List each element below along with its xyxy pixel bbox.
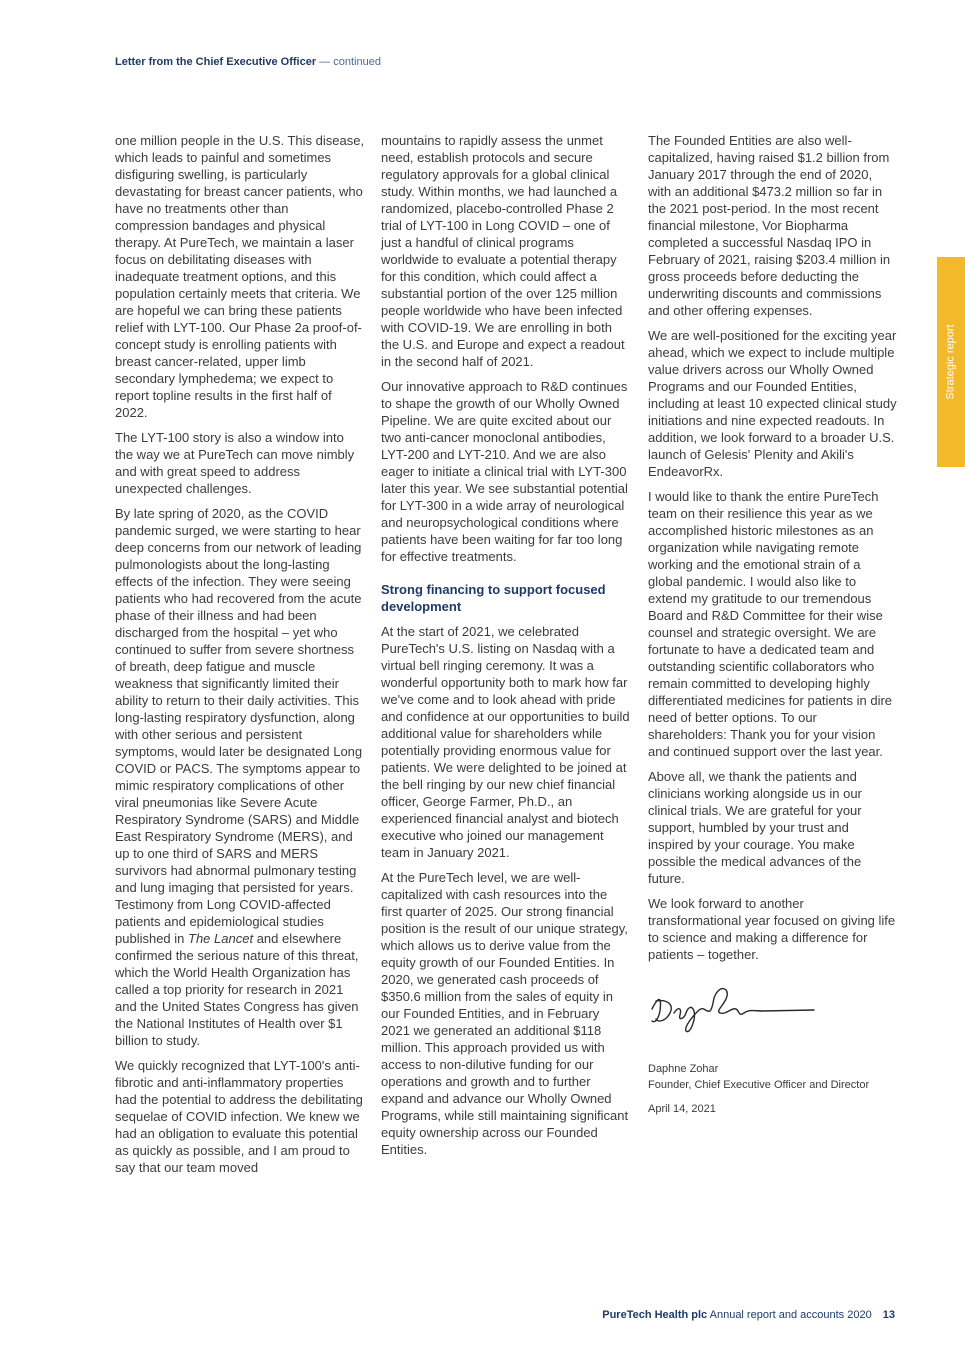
text-column-3 [648,132,898,1117]
footer-company: PureTech Health plc [602,1309,708,1321]
signer-name: Daphne Zohar [648,1063,719,1075]
paragraph: We look forward to another transformational year focused on giving life to science and making a difference for patients – together. [648,896,896,962]
paragraph: At the PureTech level, we are well-capitalized with cash resources into the first quarter of 2025. Our strong financial position is the result of our unique strategy, which allows us to derive value from the equity growth of our Founded Entities. In 2020, we generated cash proceeds of $350.6 million from the sales of equity in our Founded Entities, and in February 2021 we generated an additional $118 million. This approach provided us with access to non-dilutive funding for our operations and growth and to further expand and advance our Wholly Owned Programs, while still maintaining significant equity ownership across our Founded Entities. [381,870,629,1157]
paragraph: We quickly recognized that LYT-100's anti-fibrotic and anti-inflammatory properties had the potential to address the debilitating sequelae of COVID infection. We knew we had an obligation to evaluate this potential as quickly as possible, and I am proud to say that our team moved [115,1058,363,1175]
paragraph [115,505,365,1049]
paragraph: The LYT-100 story is also a window into the way we at PureTech can move nimbly and with great speed to address unexpected challenges. [115,430,355,496]
page-number: 13 [882,1309,895,1321]
paragraph: I would like to thank the entire PureTech team on their resilience this year as we accomplished historic milestones as an organization while navigating remote working and the emotional strain of a global pandemic. I would also like to extend my gratitude to our tremendous Board and R&D Committee for their wise counsel and strategic oversight. We are fortunate to have a dedicated team and outstanding scientific collaborators who remain committed to developing highly differentiated medicines for patients in dire need of better options. To our shareholders: Thank you for your vision and continued support over the last year. [648,489,893,759]
signature-block [648,1061,898,1117]
letter-date: April 14, 2021 [648,1103,716,1115]
section-tab-label: Strategic report [945,324,958,400]
signature-image [648,977,898,1041]
paragraph: one million people in the U.S. This disease, which leads to painful and sometimes disfiguring swelling, is particularly devastating for breast cancer patients, who have no treatments other than compression bandages and physical therapy. At PureTech, we maintain a laser focus on debilitating diseases with inadequate treatment options, and this population certainly meets that criteria. We are hopeful we can bring these patients relief with LYT-100. Our Phase 2a proof-of-concept study is enrolling patients with breast cancer-related, upper limb secondary lymphedema; we expect to report topline results in the first half of 2022. [115,133,365,420]
paragraph: mountains to rapidly assess the unmet need, establish protocols and secure regulatory approvals for a global clinical study. Within months, we had launched a randomized, placebo-controlled Phase 2 trial of LYT-100 in Long COVID – one of just a handful of clinical programs worldwide to evaluate a potential therapy for this condition, which could affect a substantial portion of the over 125 million people worldwide who have been infected with COVID-19. We are enrolling in both the U.S. and Europe and expect a readout in the second half of 2021. [381,133,625,369]
paragraph: Our innovative approach to R&D continues to shape the growth of our Wholly Owned Pipeline. We are quite excited about our two anti-cancer monoclonal antibodies, LYT-200 and LYT-210. And we are also eager to initiate a clinical trial with LYT-300 later this year. We see substantial potential for LYT-300 in a wide array of neurological and neuropsychological conditions where patients have been waiting for far too long for effective treatments. [381,379,628,564]
paragraph: At the start of 2021, we celebrated PureTech's U.S. listing on Nasdaq with a virtual bell ringing ceremony. It was a wonderful opportunity both to mark how far we've come and to look ahead with pride and confidence at our opportunities to build additional value for shareholders while potentially providing enormous value for patients. We were delighted to be joined at the bell ringing by our new chief financial officer, George Farmer, Ph.D., an experienced financial analyst and biotech executive who joined our management team in January 2021. [381,624,630,860]
footer-report: Annual report and accounts 2020 [709,1309,872,1321]
journal-name: The Lancet [188,931,254,946]
paragraph-text: and elsewhere confirmed the serious nature of this threat, which the World Health Organization has called a top priority for research in 2021 and the United States Congress has given the National Institutes of Health over $1 billion to study. [115,931,359,1048]
paragraph: Above all, we thank the patients and clinicians working alongside us in our clinical trials. We are grateful for your support, humbled by your trust and inspired by your courage. You make possible the medical advances of the future. [648,769,862,886]
section-heading: Strong financing to support focused development [381,582,606,614]
paragraph: The Founded Entities are also well-capitalized, having raised $1.2 billion from January 2017 through the end of 2020, with an additional $473.2 million so far in the 2021 post-period. In the most recent financial milestone, Vor Biopharma completed a successful Nasdaq IPO in February of 2021, raising $203.4 million in gross proceeds before deducting the underwriting discounts and commissions and other offering expenses. [648,133,891,318]
text-column-1 [115,132,365,1184]
header-suffix: — continued [319,56,381,68]
running-header [115,56,381,68]
section-tab[interactable] [937,257,965,467]
signer-title: Founder, Chief Executive Officer and Director [648,1079,870,1091]
paragraph-text: By late spring of 2020, as the COVID pandemic surged, we were starting to hear deep concerns from our network of leading pulmonologists about the long-lasting effects of the infection. They were seeing patients who had recovered from the acute phase of their illness and had been discharged from the hospital – yet who continued to suffer from severe shortness of breath, deep fatigue and muscle weakness that significantly limited their ability to return to their daily activities. This long-lasting respiratory dysfunction, along with other serious and persistent symptoms, would later be designated Long COVID or PACS. The symptoms appear to mimic respiratory complications of other viral pneumonias like Severe Acute Respiratory Syndrome (SARS) and Middle East Respiratory Syndrome (MERS), and up to one third of SARS and MERS survivors had abnormal pulmonary testing and lung imaging that persisted for years. Testimony from Long COVID-affected patients and epidemiological studies published in [115,506,363,946]
page-footer [602,1309,895,1321]
header-title: Letter from the Chief Executive Officer [115,56,317,68]
paragraph: We are well-positioned for the exciting year ahead, which we expect to include multiple value drivers across our Wholly Owned Programs and our Founded Entities, including at least 10 expected clinical study initiations and nine expected readouts. In addition, we look forward to a broader U.S. launch of Gelesis' Plenity and Akili's EndeavorRx. [648,328,897,479]
text-column-2 [381,132,631,1166]
